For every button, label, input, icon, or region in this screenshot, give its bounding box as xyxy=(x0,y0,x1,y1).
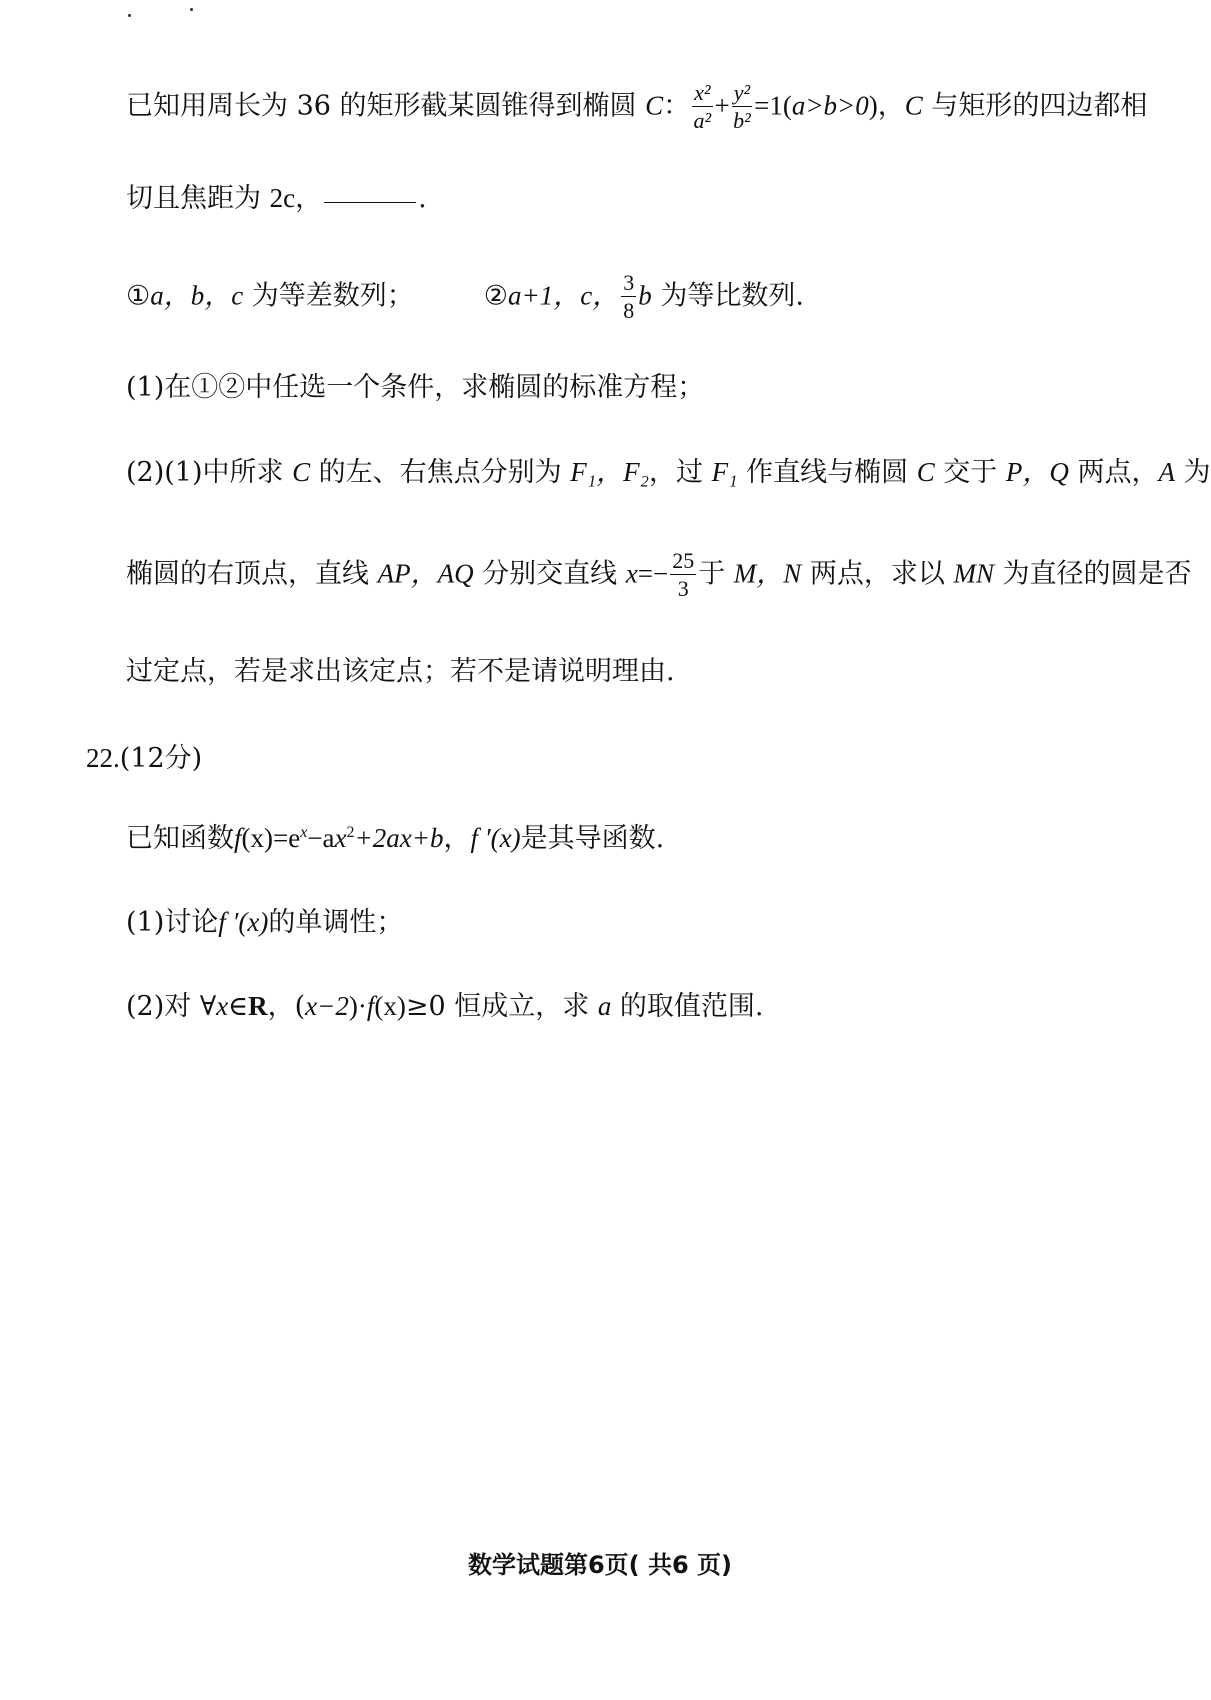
fraction-denominator: a² xyxy=(693,108,712,133)
page-footer: 数学试题第6页( 共6 页) xyxy=(467,1551,733,1579)
math-var: x xyxy=(334,823,347,853)
math-exponent: x xyxy=(300,824,308,841)
answer-blank xyxy=(324,201,416,203)
q21-text: 为直径的圆是否 xyxy=(993,558,1192,590)
math-expr: x−2 xyxy=(305,991,349,1021)
math-var: C xyxy=(904,90,923,121)
q22-part-2 xyxy=(126,986,764,1027)
q21-line-1 xyxy=(126,82,1147,132)
math-expr: M，N xyxy=(733,558,802,589)
q21-text: (2)(1)中所求 xyxy=(126,457,293,488)
math-condition: a>b>0 xyxy=(791,90,869,121)
math-expr: a+1，c， xyxy=(508,280,620,311)
option-1-text: 为等差数列； xyxy=(243,280,414,312)
question-score: (12分) xyxy=(119,743,203,774)
q21-part-1 xyxy=(126,368,704,408)
q22-text: ≥0 恒成立，求 xyxy=(405,991,598,1022)
math-var: C xyxy=(916,457,935,487)
q21-text: . xyxy=(418,183,427,214)
math-expr: f ′(x) xyxy=(470,823,521,853)
math-expr: a，b，c xyxy=(150,280,244,311)
math-var: A xyxy=(1158,457,1175,487)
math-op: )， xyxy=(868,90,905,121)
math-var: x xyxy=(216,991,229,1021)
q21-conditions xyxy=(126,272,804,322)
q21-text: ，过 xyxy=(649,457,712,488)
math-op: ∈ xyxy=(228,991,249,1021)
fraction-3-8 xyxy=(621,272,636,322)
math-expr: P，Q xyxy=(1005,457,1069,487)
option-2-mark: ② xyxy=(483,280,509,312)
math-op: + xyxy=(714,90,730,121)
math-expr: F₁ xyxy=(711,457,738,487)
math-var: f xyxy=(234,823,242,853)
q21-text: 两点，求以 xyxy=(801,558,954,590)
math-expr: 2c xyxy=(269,183,296,213)
math-var: f xyxy=(366,991,375,1021)
math-op: =1( xyxy=(754,90,792,121)
q21-text: 作直线与椭圆 xyxy=(737,457,917,488)
q22-text: (2)对 ∀ xyxy=(126,991,217,1022)
q22-text: 已知函数 xyxy=(126,823,234,854)
fraction-numerator: 25 xyxy=(672,548,695,573)
math-expr: (x) xyxy=(374,991,406,1021)
math-var: b xyxy=(638,280,652,311)
q21-text: 于 xyxy=(698,558,734,590)
fraction-numerator: 3 xyxy=(623,270,635,295)
scan-speck xyxy=(128,14,131,17)
fraction-y2-b2 xyxy=(732,82,752,132)
scan-speck xyxy=(190,8,193,11)
q22-text: 是其导函数. xyxy=(520,823,665,854)
math-var: C xyxy=(645,90,664,121)
math-set: R xyxy=(248,991,268,1021)
math-op: =− xyxy=(637,558,669,589)
math-expr: (x) xyxy=(241,823,273,853)
math-expr: f ′(x) xyxy=(218,907,269,937)
option-1-mark: ① xyxy=(126,280,151,312)
q21-text: 切且焦距为 xyxy=(126,183,270,214)
q21-part-2-line-3 xyxy=(126,652,675,692)
q21-part-2-line-2 xyxy=(126,550,1192,600)
q21-text: 的左、右焦点分别为 xyxy=(310,457,571,488)
q21-part-2-line-1 xyxy=(126,452,1211,493)
math-expr: +2ax+b xyxy=(354,823,444,853)
fraction-numerator: x² xyxy=(694,80,711,105)
math-expr: AP，AQ xyxy=(377,558,474,589)
q22-header xyxy=(86,738,202,779)
q21-line-2 xyxy=(126,178,427,219)
math-expr: F₁，F₂ xyxy=(570,457,650,487)
fraction-denominator: 8 xyxy=(623,298,635,323)
q21-text: 椭圆的右顶点，直线 xyxy=(126,558,378,590)
math-var: a xyxy=(597,991,612,1021)
q22-text: 的单调性； xyxy=(268,907,404,938)
fraction-25-3 xyxy=(670,550,696,600)
q21-part-1-text: (1)在①②中任选一个条件，求椭圆的标准方程； xyxy=(126,372,705,403)
q21-text: 两点， xyxy=(1068,457,1159,488)
q21-text: 分别交直线 xyxy=(473,558,626,590)
q22-text: ，( xyxy=(267,991,306,1022)
math-expr: MN xyxy=(953,558,994,589)
option-2-text: 为等比数列. xyxy=(651,280,804,312)
q22-text: ， xyxy=(443,823,471,854)
fraction-x2-a2 xyxy=(692,82,712,132)
fraction-denominator: 3 xyxy=(677,576,689,601)
q21-text: 为 xyxy=(1174,457,1211,488)
math-var: x xyxy=(625,558,638,589)
q21-text: 与矩形的四边都相 xyxy=(922,90,1148,122)
math-var: C xyxy=(292,457,311,487)
math-expr: −a xyxy=(307,823,335,853)
q21-text: 交于 xyxy=(934,457,1006,488)
q21-text: ， xyxy=(295,183,323,214)
q22-part-1 xyxy=(126,902,403,943)
q22-text: 的取值范围. xyxy=(611,991,764,1022)
q22-stem xyxy=(126,818,664,859)
question-number: 22. xyxy=(86,743,120,773)
q21-text: ： xyxy=(663,90,691,122)
q21-text: 过定点，若是求出该定点；若不是请说明理由. xyxy=(126,656,675,687)
fraction-numerator: y² xyxy=(733,80,751,105)
math-expr: =e xyxy=(273,823,301,853)
q22-text: (1)讨论 xyxy=(126,907,219,938)
math-exponent: 2 xyxy=(346,824,355,841)
q21-text: 已知用周长为 36 的矩形截某圆锥得到椭圆 xyxy=(126,90,646,122)
fraction-denominator: b² xyxy=(733,108,751,133)
math-op: )· xyxy=(348,991,367,1021)
